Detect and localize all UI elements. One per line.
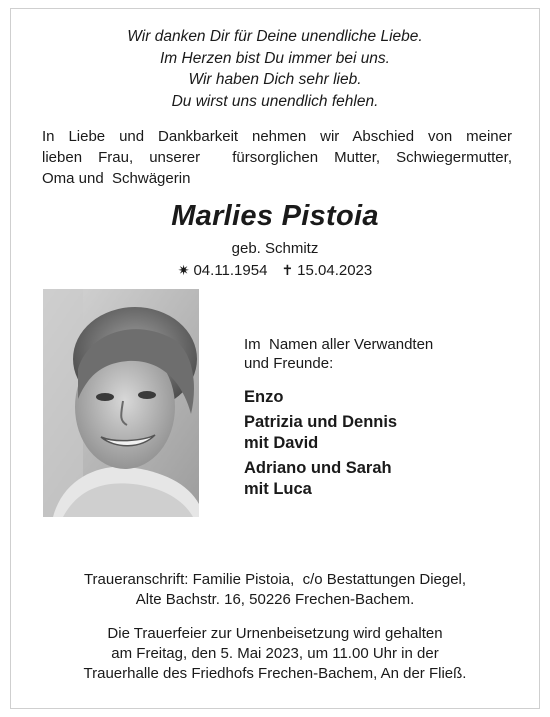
farewell-text bbox=[42, 126, 512, 189]
mourner-name: Adriano und Sarah mit Luca bbox=[244, 459, 392, 498]
intro-line: Oma und Schwägerin bbox=[42, 170, 191, 187]
mourner-name: Enzo bbox=[244, 388, 284, 406]
poem-line: Wir haben Dich sehr lieb. bbox=[188, 71, 362, 88]
maiden-name: geb. Schmitz bbox=[231, 240, 319, 257]
mourner-name: Patrizia und Dennis mit David bbox=[244, 413, 398, 452]
poem-line: Du wirst uns unendlich fehlen. bbox=[171, 92, 379, 110]
condolence-address: Traueranschrift: Familie Pistoia, c/o Bestattungen Diegel, Alte Bachstr. 16, 50226 Frechen-Bachem. bbox=[83, 571, 467, 608]
intro-line: lieben Frau, unserer fürsorglichen Mutter, Schwiegermutter, bbox=[42, 149, 512, 166]
poem bbox=[0, 26, 550, 112]
death-date: 15.04.2023 bbox=[297, 262, 373, 279]
birth-date: 04.11.1954 bbox=[193, 262, 268, 279]
poem-line: Im Herzen bist Du immer bei uns. bbox=[160, 49, 390, 67]
death-cross-icon: ✝ bbox=[281, 262, 294, 278]
intro-line: In Liebe und Dankbarkeit nehmen wir Abschied von meiner bbox=[42, 128, 512, 145]
portrait-photo bbox=[43, 289, 199, 517]
deceased-name: Marlies Pistoia bbox=[171, 200, 379, 232]
mourners-block bbox=[244, 335, 514, 504]
mourners-intro: Im Namen aller Verwandten und Freunde: bbox=[244, 336, 434, 372]
poem-line: Wir danken Dir für Deine unendliche Liebe. bbox=[127, 28, 423, 45]
funeral-details: Die Trauerfeier zur Urnenbeisetzung wird gehalten am Freitag, den 5. Mai 2023, um 11.00 Uhr in der Trauerhalle des Friedhofs Frechen-Bachem, An der Fließ. bbox=[83, 625, 467, 682]
birth-star-icon: ✷ bbox=[177, 262, 190, 278]
life-dates bbox=[0, 262, 550, 279]
